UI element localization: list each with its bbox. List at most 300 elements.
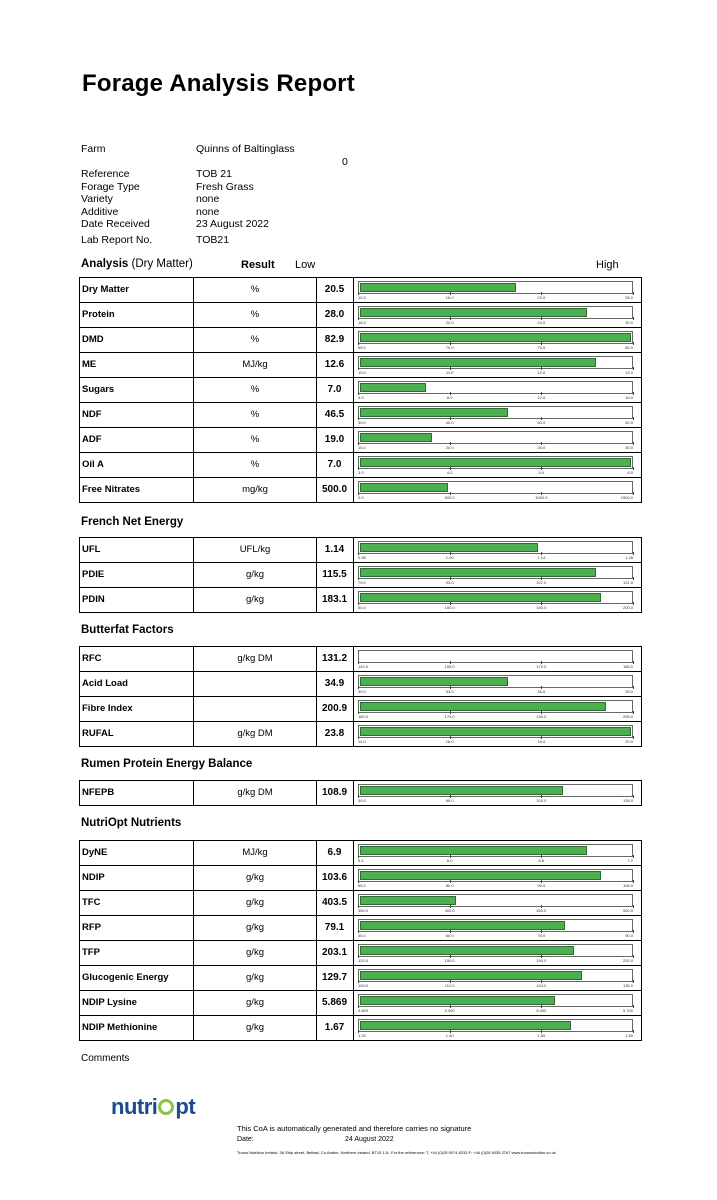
butterfat-factors-table — [79, 646, 642, 747]
variety-value: none — [196, 193, 220, 205]
tick-label: 500.0 — [444, 494, 455, 500]
row-name: TFP — [80, 941, 194, 965]
tick-label: 0.0 — [358, 494, 364, 500]
tick-label: 1000.0 — [535, 494, 548, 500]
comments-label: Comments — [81, 1053, 130, 1064]
range-gauge — [358, 784, 633, 797]
row-unit: % — [194, 453, 317, 477]
tick-label: 75.0 — [537, 932, 546, 938]
tick-label: 150.0 — [444, 957, 455, 963]
tick-label: 500.0 — [622, 907, 633, 913]
range-gauge — [358, 894, 633, 907]
range-gauge — [358, 1019, 633, 1032]
row-result: 34.9 — [316, 672, 354, 696]
range-gauge-cell — [353, 563, 641, 587]
tick-label: 79.0 — [358, 579, 366, 585]
row-result: 28.0 — [316, 303, 354, 327]
high-label: High — [596, 259, 619, 271]
range-ticks — [358, 664, 633, 669]
tick-label: 4.0 — [446, 469, 453, 475]
row-unit: g/kg — [194, 966, 317, 990]
table-row — [80, 587, 641, 612]
range-gauge-cell — [353, 538, 641, 562]
range-gauge-cell — [353, 278, 641, 302]
tick-label: 0.96 — [358, 555, 366, 560]
range-ticks — [358, 555, 633, 560]
table-row — [80, 990, 641, 1015]
row-result: 129.7 — [316, 966, 354, 990]
additive-label: Additive — [81, 205, 119, 218]
range-gauge-fill — [360, 358, 596, 367]
range-gauge — [358, 331, 633, 344]
row-unit: % — [194, 403, 317, 427]
row-name: NDF — [80, 403, 194, 427]
row-unit: mg/kg — [194, 478, 317, 502]
tick-label: 65.0 — [445, 798, 454, 803]
table-row — [80, 721, 641, 746]
row-result: 203.1 — [316, 941, 354, 965]
range-gauge-fill — [360, 846, 587, 855]
tick-label: 16.0 — [445, 738, 454, 744]
tick-label: 70.0 — [445, 344, 454, 350]
tick-mark — [633, 602, 634, 605]
range-gauge-cell — [353, 428, 641, 452]
tick-label: 135.0 — [622, 798, 633, 803]
tick-label: 90.0 — [625, 932, 633, 938]
footer-address: Trouw Nutrition Ireland, 36 Ship street, Belfast, Co Antrim, Northern Ireland, BT15 1JL. For the references: T. +44 (0)28 9074 8233 F: +44 (0)28 9035 2767 www.trouwnutrition.co.uk — [237, 1150, 556, 1155]
tick-label: 1.00 — [445, 555, 454, 560]
tick-mark — [633, 980, 634, 983]
range-ticks — [358, 739, 633, 744]
tick-label: 107.0 — [536, 579, 547, 585]
tick-label: 22.0 — [445, 319, 454, 325]
tick-label: 60.0 — [445, 932, 454, 938]
low-label: Low — [295, 259, 316, 271]
range-gauge — [358, 844, 633, 857]
range-gauge-cell — [353, 672, 641, 696]
farm-value: Quinns of Baltinglass — [196, 143, 295, 155]
tick-label: 1.40 — [445, 1032, 454, 1038]
range-ticks — [358, 908, 633, 913]
row-result: 115.5 — [316, 563, 354, 587]
tick-label: 24.0 — [537, 319, 546, 325]
reference-label: Reference — [81, 168, 130, 180]
row-name: Glucogenic Energy — [80, 966, 194, 990]
row-result: 103.6 — [316, 866, 354, 890]
farm-line2: 0 — [342, 155, 348, 168]
additive-value: none — [196, 205, 220, 218]
nutriopt-logo: nutri pt — [111, 1094, 196, 1119]
range-gauge-cell — [353, 1016, 641, 1040]
row-result: 20.5 — [316, 278, 354, 302]
range-gauge-cell — [353, 353, 641, 377]
tick-label: 36.0 — [537, 688, 546, 694]
reference-value: TOB 21 — [196, 168, 232, 180]
range-gauge-fill — [360, 283, 516, 292]
row-result: 46.5 — [316, 403, 354, 427]
tick-label: 1.28 — [625, 555, 633, 560]
tick-label: 4.800 — [358, 1007, 369, 1013]
tick-label: 170.0 — [536, 664, 547, 669]
row-unit: g/kg — [194, 866, 317, 890]
table-row — [80, 452, 641, 477]
row-name: Oil A — [80, 453, 194, 477]
range-gauge-cell — [353, 891, 641, 915]
range-gauge-cell — [353, 841, 641, 865]
tick-label: 25.0 — [537, 444, 546, 450]
range-gauge — [358, 650, 633, 663]
range-gauge-fill — [360, 543, 538, 552]
table-row — [80, 402, 641, 427]
tick-label: 10.0 — [358, 369, 366, 375]
row-name: ME — [80, 353, 194, 377]
row-unit: UFL/kg — [194, 538, 317, 562]
row-name: Dry Matter — [80, 278, 194, 302]
variety-label: Variety — [81, 193, 113, 205]
row-name: PDIE — [80, 563, 194, 587]
tick-label: 100.0 — [444, 604, 455, 610]
row-result: 131.2 — [316, 647, 354, 671]
table-row — [80, 352, 641, 377]
row-unit: MJ/kg — [194, 353, 317, 377]
range-gauge-fill — [360, 1021, 571, 1030]
range-gauge-cell — [353, 403, 641, 427]
table-row — [80, 278, 641, 302]
range-ticks — [358, 1033, 633, 1038]
tick-label: 65.0 — [358, 344, 366, 350]
table-row — [80, 647, 641, 671]
range-gauge — [358, 944, 633, 957]
row-name: ADF — [80, 428, 194, 452]
tick-label: 185.0 — [622, 664, 633, 669]
tick-label: 175.0 — [444, 713, 455, 719]
row-name: NDIP — [80, 866, 194, 890]
row-result: 5.869 — [316, 991, 354, 1015]
lab-report-label: Lab Report No. — [81, 233, 153, 246]
tick-mark — [633, 661, 634, 664]
range-ticks — [358, 420, 633, 425]
range-gauge-cell — [353, 478, 641, 502]
date-received-label: Date Received — [81, 218, 150, 230]
range-ticks — [358, 714, 633, 719]
table-row — [80, 302, 641, 327]
row-unit: g/kg — [194, 563, 317, 587]
table-row — [80, 562, 641, 587]
row-name: Protein — [80, 303, 194, 327]
row-unit: % — [194, 303, 317, 327]
range-ticks — [358, 320, 633, 325]
tick-label: 200.0 — [622, 604, 633, 610]
range-ticks — [358, 983, 633, 988]
tick-label: 12.0 — [537, 369, 546, 375]
range-gauge — [358, 700, 633, 713]
tick-label: 150.0 — [536, 604, 547, 610]
table-row — [80, 538, 641, 562]
range-gauge-fill — [360, 996, 555, 1005]
range-gauge-cell — [353, 966, 641, 990]
tick-label: 50.0 — [537, 419, 546, 425]
row-unit — [194, 697, 317, 721]
row-name: TFC — [80, 891, 194, 915]
tick-label: 190.0 — [536, 713, 547, 719]
tick-label: 1.60 — [537, 1032, 546, 1038]
tick-label: 45.0 — [358, 932, 366, 938]
range-ticks — [358, 1008, 633, 1013]
forage-type-label: Forage Type — [81, 180, 140, 193]
row-result: 7.0 — [316, 453, 354, 477]
tick-label: 1.20 — [358, 1032, 366, 1038]
range-gauge — [358, 541, 633, 554]
range-gauge-fill — [360, 458, 631, 467]
range-gauge-cell — [353, 697, 641, 721]
range-gauge-cell — [353, 303, 641, 327]
row-result: 403.5 — [316, 891, 354, 915]
range-gauge — [358, 431, 633, 444]
row-name: DMD — [80, 328, 194, 352]
tick-label: 50.0 — [358, 604, 366, 610]
rumen-protein-energy-balance-table — [79, 780, 642, 806]
forage-type-value: Fresh Grass — [196, 180, 254, 193]
tick-mark — [633, 711, 634, 714]
tick-label: 450.0 — [536, 907, 547, 913]
tick-label: 20.0 — [625, 738, 633, 744]
table-row — [80, 671, 641, 696]
range-gauge-fill — [360, 593, 601, 602]
tick-label: 105.0 — [622, 882, 633, 888]
row-result: 12.6 — [316, 353, 354, 377]
tick-label: 112.0 — [444, 982, 455, 988]
tick-label: 120.0 — [358, 957, 369, 963]
row-unit: g/kg — [194, 891, 317, 915]
range-ticks — [358, 689, 633, 694]
lab-report-value: TOB21 — [196, 233, 230, 246]
table-row — [80, 1015, 641, 1040]
range-ticks — [358, 958, 633, 963]
row-unit: g/kg DM — [194, 781, 317, 805]
tick-label: 11.0 — [445, 369, 454, 375]
range-gauge-cell — [353, 453, 641, 477]
range-gauge-cell — [353, 647, 641, 671]
range-gauge-cell — [353, 722, 641, 746]
row-name: RUFAL — [80, 722, 194, 746]
range-ticks — [358, 345, 633, 350]
tick-label: 205.0 — [622, 713, 633, 719]
range-gauge-fill — [360, 971, 582, 980]
table-row — [80, 940, 641, 965]
tick-label: 95.0 — [537, 882, 546, 888]
tick-label: 12.0 — [537, 394, 546, 400]
tick-label: 3.0 — [358, 469, 364, 475]
range-ticks — [358, 370, 633, 375]
report-info — [81, 143, 542, 246]
tick-label: 136.0 — [622, 982, 633, 988]
nutriopt-nutrients-table — [79, 840, 642, 1041]
section-title-butterfat-factors: Butterfat Factors — [81, 624, 174, 636]
range-gauge — [358, 566, 633, 579]
tick-label: 30.0 — [358, 798, 366, 803]
date-received-value: 23 August 2022 — [196, 218, 269, 230]
range-gauge — [358, 675, 633, 688]
range-gauge-fill — [360, 568, 596, 577]
result-column-header: Result — [241, 259, 275, 271]
range-gauge-fill — [360, 896, 456, 905]
row-unit — [194, 672, 317, 696]
range-ticks — [358, 858, 633, 863]
range-gauge-fill — [360, 786, 563, 795]
farm-label: Farm — [81, 143, 106, 155]
tick-label: 100.0 — [358, 982, 369, 988]
table-row — [80, 965, 641, 990]
row-name: Fibre Index — [80, 697, 194, 721]
range-gauge — [358, 381, 633, 394]
row-name: RFC — [80, 647, 194, 671]
row-unit: g/kg — [194, 941, 317, 965]
tick-mark — [633, 492, 634, 495]
tick-label: 1500.0 — [620, 494, 633, 500]
tick-label: 30.0 — [625, 444, 633, 450]
range-gauge — [358, 356, 633, 369]
tick-label: 140.0 — [358, 664, 369, 669]
row-unit: g/kg — [194, 588, 317, 612]
range-gauge-cell — [353, 378, 641, 402]
section-title-nutriopt-nutrients: NutriOpt Nutrients — [81, 817, 182, 829]
range-gauge-fill — [360, 408, 508, 417]
tick-label: 6.6 — [538, 858, 545, 863]
tick-label: 80.0 — [625, 344, 633, 350]
tick-label: 10.5 — [358, 295, 366, 300]
tick-label: 5.700 — [622, 1007, 633, 1013]
row-result: 7.0 — [316, 378, 354, 402]
analysis-table — [79, 277, 642, 503]
range-gauge-cell — [353, 991, 641, 1015]
range-gauge-cell — [353, 588, 641, 612]
range-ticks — [358, 295, 633, 300]
range-ticks — [358, 470, 633, 475]
row-unit: g/kg — [194, 916, 317, 940]
row-result: 108.9 — [316, 781, 354, 805]
row-name: Acid Load — [80, 672, 194, 696]
row-result: 23.8 — [316, 722, 354, 746]
tick-label: 30.0 — [358, 688, 366, 694]
tick-label: 5.400 — [536, 1007, 547, 1013]
tick-label: 5.0 — [538, 469, 545, 475]
logo-o-icon — [158, 1099, 174, 1115]
table-row — [80, 696, 641, 721]
table-row — [80, 427, 641, 452]
range-gauge — [358, 591, 633, 604]
row-name: NDIP Methionine — [80, 1016, 194, 1040]
tick-label: 22.0 — [537, 295, 546, 300]
row-result: 183.1 — [316, 588, 354, 612]
range-ticks — [358, 445, 633, 450]
tick-label: 5.4 — [358, 858, 364, 863]
range-gauge-cell — [353, 916, 641, 940]
range-gauge-fill — [360, 702, 606, 711]
range-gauge-fill — [360, 308, 587, 317]
tick-label: 14.0 — [358, 738, 366, 744]
tick-label: 13.0 — [625, 369, 633, 375]
row-result: 200.9 — [316, 697, 354, 721]
tick-label: 30.0 — [625, 319, 633, 325]
range-gauge — [358, 481, 633, 494]
row-name: NFEPB — [80, 781, 194, 805]
range-gauge — [358, 994, 633, 1007]
tick-mark — [633, 880, 634, 883]
tick-label: 100.0 — [536, 798, 547, 803]
range-gauge-fill — [360, 483, 448, 492]
tick-label: 15.0 — [358, 444, 366, 450]
tick-label: 220.0 — [622, 957, 633, 963]
footer-date: Date: 24 August 2022 — [237, 1136, 394, 1143]
tick-label: 400.0 — [444, 907, 455, 913]
range-gauge-cell — [353, 866, 641, 890]
table-row — [80, 477, 641, 502]
tick-label: 93.0 — [445, 579, 454, 585]
row-unit: % — [194, 278, 317, 302]
table-row — [80, 327, 641, 352]
range-gauge-fill — [360, 946, 574, 955]
range-gauge-fill — [360, 383, 426, 392]
row-unit: % — [194, 428, 317, 452]
table-row — [80, 377, 641, 402]
tick-label: 75.0 — [537, 344, 546, 350]
range-ticks — [358, 395, 633, 400]
row-unit: % — [194, 378, 317, 402]
range-ticks — [358, 798, 633, 803]
tick-label: 190.0 — [536, 957, 547, 963]
range-gauge-fill — [360, 433, 432, 442]
range-ticks — [358, 580, 633, 585]
tick-label: 16.0 — [625, 394, 633, 400]
row-unit: g/kg DM — [194, 647, 317, 671]
row-name: DyNE — [80, 841, 194, 865]
range-gauge-cell — [353, 941, 641, 965]
table-row — [80, 865, 641, 890]
table-row — [80, 781, 641, 805]
row-result: 1.14 — [316, 538, 354, 562]
tick-label: 121.0 — [622, 579, 633, 585]
range-gauge — [358, 725, 633, 738]
range-ticks — [358, 883, 633, 888]
tick-label: 1.80 — [625, 1032, 633, 1038]
row-result: 19.0 — [316, 428, 354, 452]
french-net-energy-table — [79, 537, 642, 613]
tick-label: 8.0 — [446, 394, 453, 400]
tick-mark — [633, 795, 634, 798]
row-result: 500.0 — [316, 478, 354, 502]
range-gauge-fill — [360, 677, 508, 686]
tick-label: 160.0 — [358, 713, 369, 719]
range-gauge — [358, 281, 633, 294]
range-gauge — [358, 969, 633, 982]
range-gauge-cell — [353, 328, 641, 352]
range-gauge — [358, 306, 633, 319]
range-gauge — [358, 869, 633, 882]
tick-mark — [633, 1005, 634, 1008]
row-name: PDIN — [80, 588, 194, 612]
tick-label: 40.0 — [445, 419, 454, 425]
section-title-rumen-protein-energy-balance: Rumen Protein Energy Balance — [81, 758, 253, 770]
table-row — [80, 915, 641, 940]
row-result: 6.9 — [316, 841, 354, 865]
table-row — [80, 841, 641, 865]
row-name: NDIP Lysine — [80, 991, 194, 1015]
tick-label: 4.0 — [358, 394, 364, 400]
tick-label: 33.0 — [445, 688, 454, 694]
tick-label: 65.0 — [358, 882, 366, 888]
row-result: 82.9 — [316, 328, 354, 352]
row-unit: g/kg — [194, 1016, 317, 1040]
